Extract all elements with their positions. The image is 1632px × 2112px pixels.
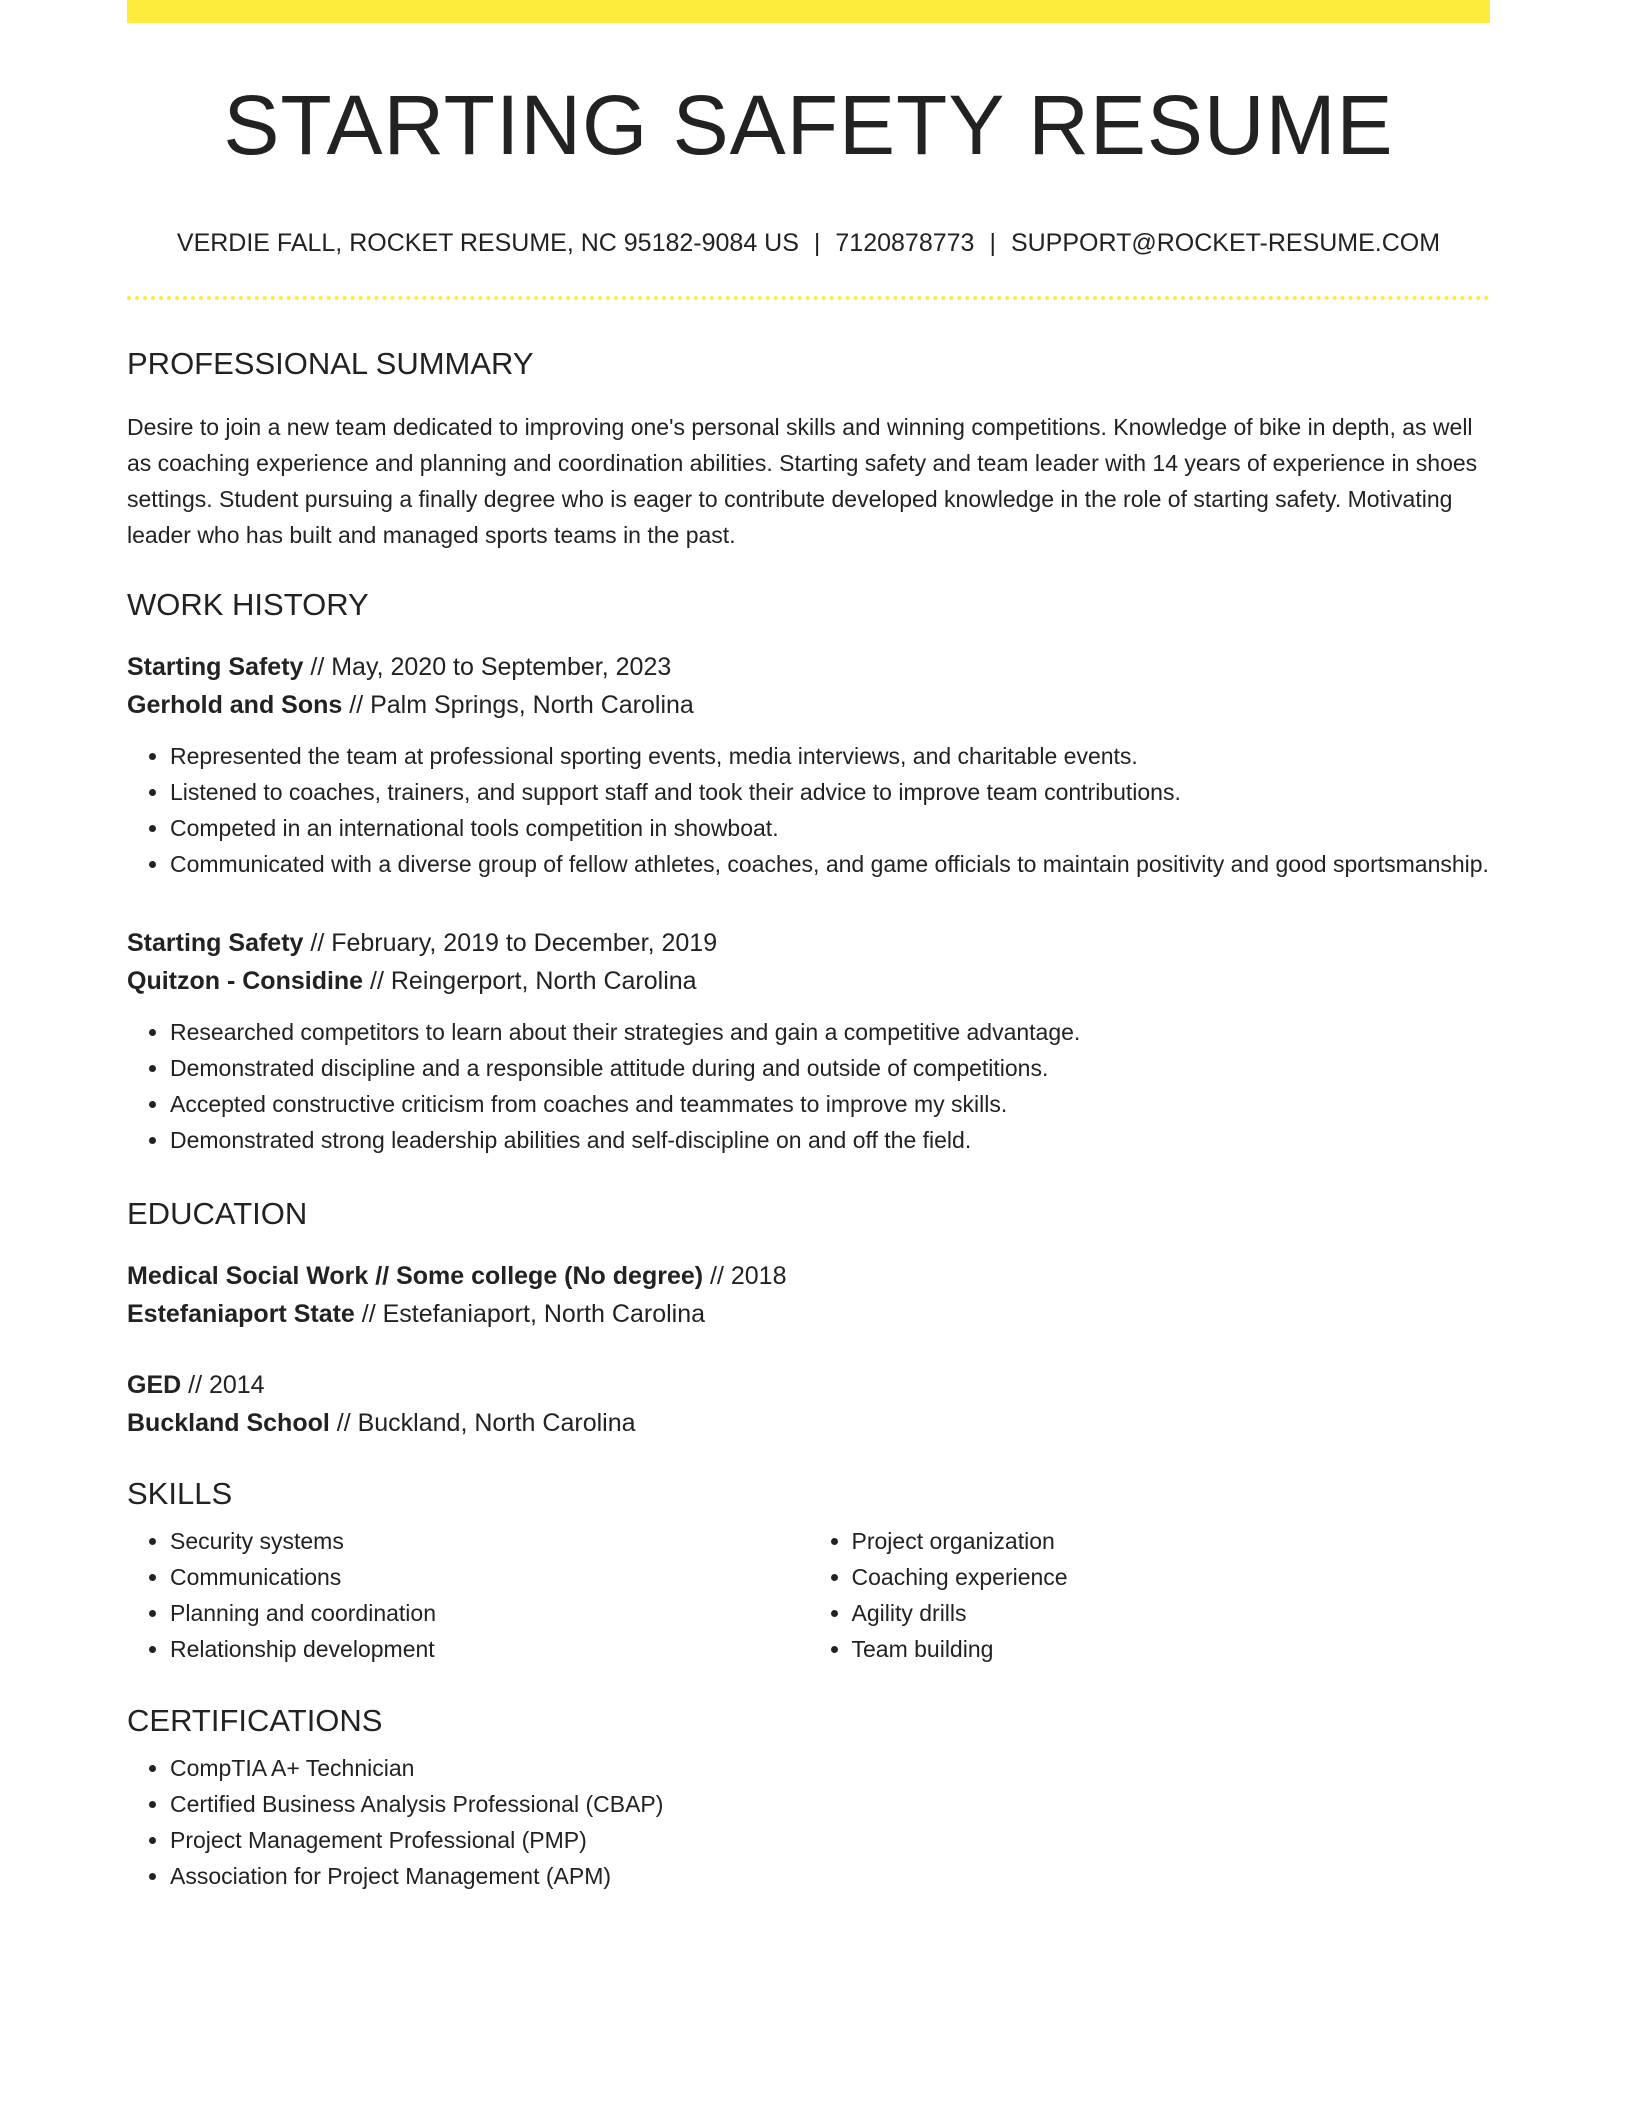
contact-separator: | xyxy=(813,229,821,257)
dotted-divider xyxy=(127,296,1490,300)
skill-item: • Relationship development xyxy=(170,1631,809,1667)
certification-item: • CompTIA A+ Technician xyxy=(170,1750,1490,1786)
skill-item: • Agility drills xyxy=(852,1595,1491,1631)
certifications-list xyxy=(127,1750,1490,1894)
education-location: // Buckland, North Carolina xyxy=(329,1409,636,1437)
skill-item: • Team building xyxy=(852,1631,1491,1667)
job-dates: // May, 2020 to September, 2023 xyxy=(303,653,672,681)
list-item: • Accepted constructive criticism from coaches and teammates to improve my skills. xyxy=(170,1086,1490,1122)
skill-item: • Planning and coordination xyxy=(170,1595,809,1631)
resume-page xyxy=(127,0,1490,1894)
summary-text: Desire to join a new team dedicated to improving one's personal skills and winning competitions. Knowledge of bike in depth, as well as coaching experience and planning and coordination abilities. Starting safety and team leader with 14 years of experience in shoes settings. Student pursuing a finally degree who is eager to contribute developed knowledge in the role of starting safety. Motivating leader who has built and managed sports teams in the past. xyxy=(127,414,1478,548)
skill-item: • Coaching experience xyxy=(852,1559,1491,1595)
education-school: Estefaniaport State xyxy=(127,1300,355,1328)
contact-line xyxy=(127,231,1490,256)
contact-email: SUPPORT@ROCKET-RESUME.COM xyxy=(1010,229,1441,257)
job-title-line xyxy=(127,648,1490,686)
certification-item: • Certified Business Analysis Professional (CBAP) xyxy=(170,1786,1490,1822)
education-year: // 2014 xyxy=(181,1371,265,1399)
certifications-heading: CERTIFICATIONS xyxy=(127,1703,383,1738)
certification-item: • Association for Project Management (APM) xyxy=(170,1858,1490,1894)
skill-item: • Project organization xyxy=(852,1523,1491,1559)
skill-item: • Security systems xyxy=(170,1523,809,1559)
skills-heading: SKILLS xyxy=(127,1476,233,1511)
skills-column-left xyxy=(127,1523,809,1667)
contact-separator: | xyxy=(989,229,996,257)
list-item: • Demonstrated discipline and a responsible attitude during and outside of competitions. xyxy=(170,1050,1490,1086)
education-school-line xyxy=(127,1295,1490,1333)
job-location: // Reingerport, North Carolina xyxy=(363,967,697,995)
accent-top-bar xyxy=(127,0,1490,23)
job-company-line xyxy=(127,962,1490,1000)
summary-heading: PROFESSIONAL SUMMARY xyxy=(127,346,534,381)
list-item: • Competed in an international tools competition in showboat. xyxy=(170,810,1490,846)
job-dates: // February, 2019 to December, 2019 xyxy=(303,929,718,957)
contact-phone: 7120878773 xyxy=(835,229,975,257)
job-title-line xyxy=(127,924,1490,962)
list-item: • Researched competitors to learn about their strategies and gain a competitive advantage. xyxy=(170,1014,1490,1050)
education-year: // 2018 xyxy=(703,1262,787,1290)
skills-grid xyxy=(127,1523,1490,1667)
contact-address: VERDIE FALL, ROCKET RESUME, NC 95182-9084 US xyxy=(176,229,799,257)
list-item: • Demonstrated strong leadership abilities and self-discipline on and off the field. xyxy=(170,1122,1490,1158)
job-bullets xyxy=(127,738,1490,882)
job-title: Starting Safety xyxy=(127,653,304,681)
education-school-line xyxy=(127,1404,1490,1442)
certification-item: • Project Management Professional (PMP) xyxy=(170,1822,1490,1858)
job-entry xyxy=(127,648,1490,724)
education-degree: Medical Social Work // Some college (No degree) xyxy=(127,1262,704,1290)
job-company: Gerhold and Sons xyxy=(127,691,343,719)
list-item: • Listened to coaches, trainers, and support staff and took their advice to improve team contributions. xyxy=(170,774,1490,810)
education-heading: EDUCATION xyxy=(127,1196,308,1231)
job-company-line xyxy=(127,686,1490,724)
education-entry xyxy=(127,1366,1490,1442)
resume-title: STARTING SAFETY RESUME xyxy=(223,78,1394,172)
list-item: • Represented the team at professional sporting events, media interviews, and charitable events. xyxy=(170,738,1490,774)
education-degree-line xyxy=(127,1366,1490,1404)
job-entry xyxy=(127,924,1490,1000)
job-location: // Palm Springs, North Carolina xyxy=(342,691,694,719)
job-company: Quitzon - Considine xyxy=(127,967,364,995)
skills-column-right xyxy=(809,1523,1491,1667)
education-entry xyxy=(127,1257,1490,1333)
job-title: Starting Safety xyxy=(127,929,304,957)
education-location: // Estefaniaport, North Carolina xyxy=(354,1300,706,1328)
education-school: Buckland School xyxy=(127,1409,330,1437)
work-history-heading: WORK HISTORY xyxy=(127,587,369,622)
education-degree: GED xyxy=(127,1371,182,1399)
list-item: • Communicated with a diverse group of fellow athletes, coaches, and game officials to maintain positivity and good sportsmanship. xyxy=(170,846,1490,882)
skill-item: • Communications xyxy=(170,1559,809,1595)
job-bullets xyxy=(127,1014,1490,1158)
education-degree-line xyxy=(127,1257,1490,1295)
